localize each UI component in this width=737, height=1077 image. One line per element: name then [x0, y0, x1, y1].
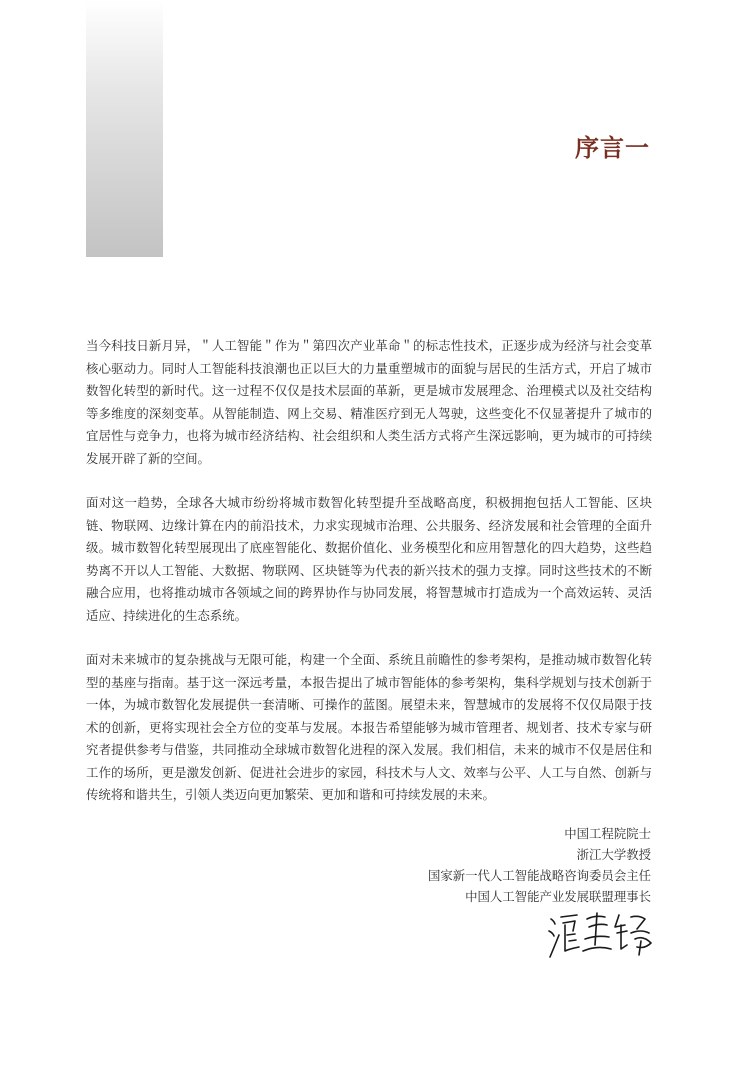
credential-line: 中国人工智能产业发展联盟理事长 [465, 889, 651, 904]
handwritten-signature [545, 905, 655, 965]
author-credentials [428, 823, 651, 907]
credential-line: 浙江大学教授 [576, 847, 651, 862]
paragraph-1: 当今科技日新月异，＂人工智能＂作为＂第四次产业革命＂的标志性技术，正逐步成为经济与社会变革核心驱动力。同时人工智能科技浪潮也正以巨大的力量重塑城市的面貌与居民的生活方式，开启了城市数智化转型的新时代。这一过程不仅仅是技术层面的革新，更是城市发展理念、治理模式以及社交结构等多维度的深刻变革。从智能制造、网上交易、精准医疗到无人驾驶，这些变化不仅显著提升了城市的宜居性与竞争力，也将为城市经济结构、社会组织和人类生活方式将产生深远影响，更为城市的可持续发展开辟了新的空间。 [86, 338, 652, 466]
paragraph-2: 面对这一趋势，全球各大城市纷纷将城市数智化转型提升至战略高度，积极拥抱包括人工智能、区块链、物联网、边缘计算在内的前沿技术，力求实现城市治理、公共服务、经济发展和社会管理的全面升级。城市数智化转型展现出了底座智能化、数据价值化、业务模型化和应用智慧化的四大趋势，这些趋势离不开以人工智能、大数据、物联网、区块链等为代表的新兴技术的强力支撑。同时这些技术的不断融合应用，也将推动城市各领域之间的跨界协作与协同发展，将智慧城市打造成为一个高效运转、灵活适应、持续进化的生态系统。 [86, 495, 652, 623]
credential-line: 国家新一代人工智能战略咨询委员会主任 [427, 868, 651, 883]
preface-body [86, 335, 652, 829]
decorative-gray-bar [86, 0, 163, 257]
paragraph-3: 面对未来城市的复杂挑战与无限可能，构建一个全面、系统且前瞻性的参考架构，是推动城市数智化转型的基座与指南。基于这一深远考量，本报告提出了城市智能体的参考架构，集科学规划与技术创新于一体，为城市数智化发展提供一套清晰、可操作的蓝图。展望未来，智慧城市的发展将不仅仅局限于技术的创新，更将实现社会全方位的变革与发展。本报告希望能够为城市管理者、规划者、技术专家与研究者提供参考与借鉴，共同推动全球城市数智化进程的深入发展。我们相信，未来的城市不仅是居住和工作的场所，更是激发创新、促进社会进步的家园，科技术与人文、效率与公平、人工与自然、创新与传统将和谐共生，引领人类迈向更加繁荣、更加和谐和可持续发展的未来。 [86, 652, 652, 802]
credential-line: 中国工程院院士 [564, 826, 651, 841]
page-title: 序言一 [575, 134, 650, 162]
